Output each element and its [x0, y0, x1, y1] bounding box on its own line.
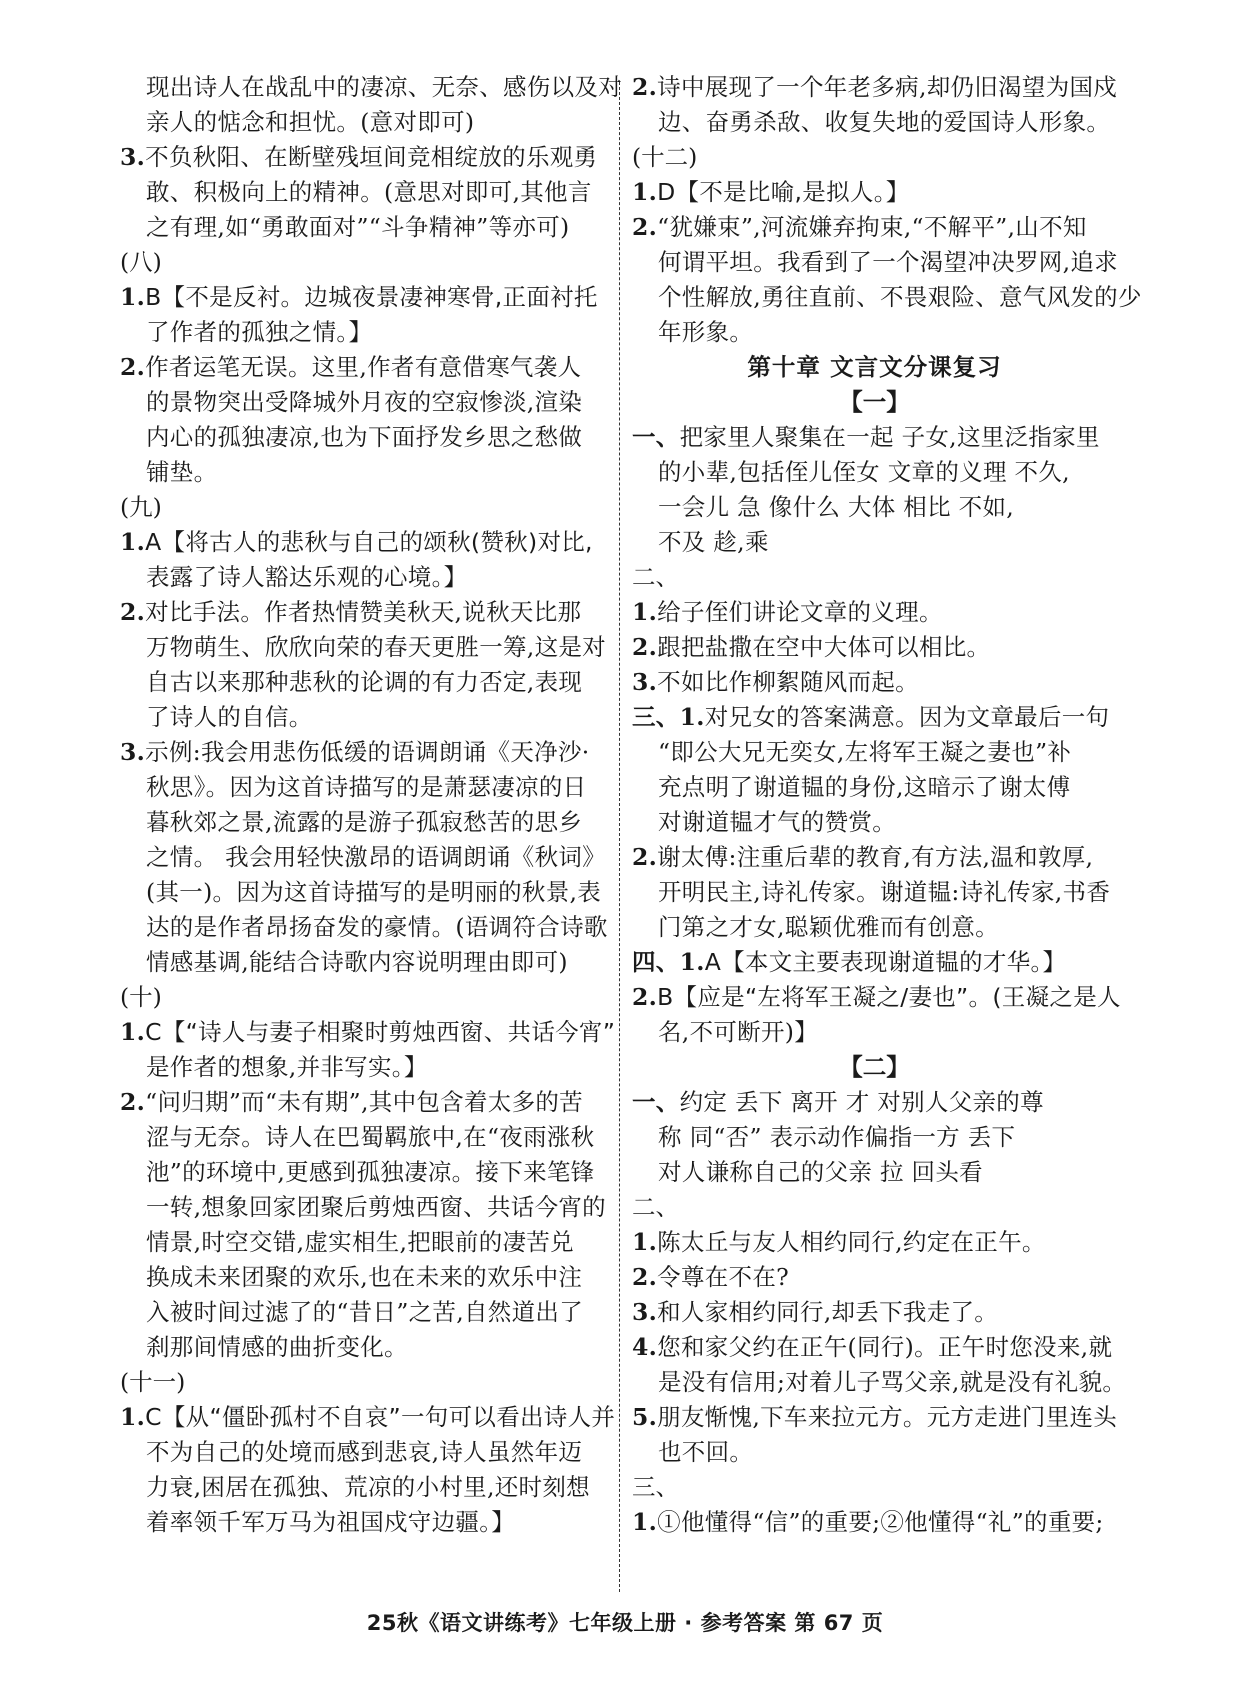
answer-continuation: 不为自己的处境而感到悲哀,诗人虽然年迈 — [146, 1438, 583, 1466]
item-text: “问归期”而“未有期”,其中包含着太多的苦 — [145, 1088, 583, 1116]
answer-continuation: 现出诗人在战乱中的凄凉、无奈、感伤以及对 — [146, 73, 622, 101]
answer-item — [632, 175, 1117, 210]
answer-item — [632, 1330, 1117, 1365]
item-text: C【“诗人与妻子相聚时剪烛西窗、共话今宵” — [145, 1018, 616, 1046]
answer-item — [632, 1260, 1117, 1295]
answer-continuation: 的景物突出受降城外月夜的空寂惨淡,渲染 — [146, 388, 583, 416]
answer-item — [632, 665, 1117, 700]
item-number: 1. — [120, 1018, 146, 1046]
answer-item — [632, 1505, 1117, 1540]
item-number: 1. — [632, 598, 658, 626]
item-text: 把家里人聚集在一起 子女,这里泛指家里 — [679, 423, 1100, 451]
answer-continuation: 入被时间过滤了的“昔日”之苦,自然道出了 — [146, 1298, 583, 1326]
item-number: 2. — [120, 1088, 146, 1116]
answer-continuation: 何谓平坦。我看到了一个渴望冲决罗网,追求 — [658, 248, 1118, 276]
item-text: D【不是比喻,是拟人。】 — [657, 178, 910, 206]
lesson-heading: 【一】 — [839, 388, 910, 416]
answer-item — [632, 980, 1121, 1015]
answer-item — [120, 735, 605, 770]
item-number: 2. — [632, 1263, 658, 1291]
section-heading: (八) — [120, 248, 162, 276]
answer-continuation: 换成未来团聚的欢乐,也在未来的欢乐中注 — [146, 1263, 583, 1291]
lesson-heading: 【二】 — [839, 1053, 910, 1081]
answer-item — [632, 1295, 1117, 1330]
answer-continuation: 不及 趁,乘 — [658, 528, 769, 556]
answer-continuation: 年形象。 — [658, 318, 754, 346]
answer-item — [632, 840, 1117, 875]
section-heading: (十) — [120, 983, 162, 1011]
answer-continuation: 内心的孤独凄凉,也为下面抒发乡思之愁做 — [146, 423, 583, 451]
item-number: 2. — [120, 353, 146, 381]
item-text: 约定 丢下 离开 才 对别人父亲的尊 — [679, 1088, 1044, 1116]
item-text: 对兄女的答案满意。因为文章最后一句 — [704, 703, 1110, 731]
item-text: 不如比作柳絮随风而起。 — [657, 668, 919, 696]
item-number: 2. — [632, 983, 658, 1011]
answer-item — [632, 595, 1117, 630]
answer-continuation: 对谢道韫才气的赞赏。 — [658, 808, 896, 836]
answer-continuation: 之情。 我会用轻快激昂的语调朗诵《秋词》 — [146, 843, 606, 871]
item-text: 不负秋阳、在断壁残垣间竞相绽放的乐观勇 — [145, 143, 598, 171]
item-text: 示例:我会用悲伤低缓的语调朗诵《天净沙· — [145, 738, 590, 766]
item-number: 1. — [120, 528, 146, 556]
item-number: 5. — [632, 1403, 658, 1431]
answer-item — [120, 1015, 616, 1050]
answer-continuation: 池”的环境中,更感到孤独凄凉。接下来笔锋 — [146, 1158, 595, 1186]
answer-continuation: 的小辈,包括侄儿侄女 文章的义理 不久, — [658, 458, 1070, 486]
answer-continuation: 名,不可断开)】 — [658, 1018, 819, 1046]
answer-item — [632, 1225, 1117, 1260]
answer-continuation: 也不回。 — [658, 1438, 754, 1466]
item-text: B【不是反衬。边城夜景凄神寒骨,正面衬托 — [145, 283, 598, 311]
answer-continuation: 着率领千军万马为祖国戍守边疆。】 — [146, 1508, 516, 1536]
page-footer: 25秋《语文讲练考》七年级上册 · 参考答案 第 67 页 — [366, 1611, 884, 1635]
answer-continuation: 是作者的想象,并非写实。】 — [146, 1053, 428, 1081]
answer-continuation: 边、奋勇杀敌、收复失地的爱国诗人形象。 — [658, 108, 1111, 136]
item-text: 诗中展现了一个年老多病,却仍旧渴望为国戍 — [657, 73, 1118, 101]
answer-continuation: 门第之才女,聪颖优雅而有创意。 — [658, 913, 999, 941]
answer-item — [120, 595, 605, 630]
answer-item — [632, 420, 1117, 455]
answer-item — [632, 1400, 1117, 1435]
item-number: 2. — [632, 843, 658, 871]
item-number: 1. — [120, 1403, 146, 1431]
answer-continuation: 暮秋郊之景,流露的是游子孤寂愁苦的思乡 — [146, 808, 583, 836]
answer-item — [120, 350, 605, 385]
answer-item — [120, 140, 605, 175]
answer-continuation: 了诗人的自信。 — [146, 703, 313, 731]
item-number: 3. — [120, 738, 146, 766]
answer-continuation: 对人谦称自己的父亲 拉 回头看 — [658, 1158, 983, 1186]
answer-item — [632, 1085, 1117, 1120]
section-heading: 三、 — [632, 1473, 679, 1501]
item-number: 1. — [632, 1508, 658, 1536]
item-number: 3. — [632, 1298, 658, 1326]
item-text: 朋友惭愧,下车来拉元方。元方走进门里连头 — [657, 1403, 1118, 1431]
answer-continuation: 个性解放,勇往直前、不畏艰险、意气风发的少 — [658, 283, 1142, 311]
item-text: A【本文主要表现谢道韫的才华。】 — [704, 948, 1067, 976]
answer-continuation: 之有理,如“勇敢面对”“斗争精神”等亦可) — [146, 213, 570, 241]
answer-continuation: 是没有信用;对着儿子骂父亲,就是没有礼貌。 — [658, 1368, 1127, 1396]
answer-continuation: 一会儿 急 像什么 大体 相比 不如, — [658, 493, 1015, 521]
item-number: 一、 — [632, 423, 680, 451]
answer-item — [632, 70, 1117, 105]
column-divider — [619, 82, 620, 1592]
answer-continuation: 涩与无奈。诗人在巴蜀羁旅中,在“夜雨涨秋 — [146, 1123, 595, 1151]
item-number: 2. — [632, 633, 658, 661]
answer-continuation: 情感基调,能结合诗歌内容说明理由即可) — [146, 948, 568, 976]
item-number: 一、 — [632, 1088, 680, 1116]
right-column — [632, 70, 1142, 1540]
answer-continuation: 刹那间情感的曲折变化。 — [146, 1333, 408, 1361]
item-number: 1. — [632, 1228, 658, 1256]
left-column — [120, 70, 622, 1540]
answer-continuation: (其一)。因为这首诗描写的是明丽的秋景,表 — [146, 878, 602, 906]
answer-continuation: 了作者的孤独之情。】 — [146, 318, 373, 346]
section-heading: 二、 — [632, 1193, 679, 1221]
answer-continuation: 充点明了谢道韫的身份,这暗示了谢太傅 — [658, 773, 1071, 801]
item-number: 2. — [632, 73, 658, 101]
item-number: 2. — [120, 598, 146, 626]
answer-continuation: 万物萌生、欣欣向荣的春天更胜一筹,这是对 — [146, 633, 606, 661]
answer-continuation: 一转,想象回家团聚后剪烛西窗、共话今宵的 — [146, 1193, 606, 1221]
answer-continuation: 称 同“否” 表示动作偏指一方 丢下 — [658, 1123, 1016, 1151]
chapter-title: 第十章 文言文分课复习 — [747, 353, 1002, 381]
answer-continuation: 自古以来那种悲秋的论调的有力否定,表现 — [146, 668, 583, 696]
answer-continuation: 力衰,困居在孤独、荒凉的小村里,还时刻想 — [146, 1473, 590, 1501]
item-text: 谢太傅:注重后辈的教育,有方法,温和敦厚, — [657, 843, 1094, 871]
item-text: C【从“僵卧孤村不自哀”一句可以看出诗人并 — [145, 1403, 616, 1431]
item-text: 和人家相约同行,却丢下我走了。 — [657, 1298, 999, 1326]
item-text: B【应是“左将军王凝之/妻也”。(王凝之是人 — [657, 983, 1121, 1011]
item-number: 四、1. — [632, 948, 705, 976]
item-number: 1. — [120, 283, 146, 311]
answer-item — [120, 1085, 605, 1120]
item-number: 三、1. — [632, 703, 705, 731]
answer-continuation: 表露了诗人豁达乐观的心境。】 — [146, 563, 468, 591]
item-number: 3. — [632, 668, 658, 696]
item-text: 您和家父约在正午(同行)。正午时您没来,就 — [657, 1333, 1113, 1361]
answer-continuation: 秋思》。因为这首诗描写的是萧瑟凄凉的日 — [146, 773, 587, 801]
answer-continuation: 敢、积极向上的精神。(意思对即可,其他言 — [146, 178, 592, 206]
answer-continuation: “即公大兄无奕女,左将军王凝之妻也”补 — [658, 738, 1072, 766]
answer-continuation: 情景,时空交错,虚实相生,把眼前的凄苦兑 — [146, 1228, 574, 1256]
answer-continuation: 开明民主,诗礼传家。谢道韫:诗礼传家,书香 — [658, 878, 1111, 906]
item-text: 给子侄们讲论文章的义理。 — [657, 598, 943, 626]
item-number: 4. — [632, 1333, 658, 1361]
item-text: 对比手法。作者热情赞美秋天,说秋天比那 — [145, 598, 582, 626]
item-number: 2. — [632, 213, 658, 241]
answer-item — [120, 1400, 616, 1435]
item-text: ①他懂得“信”的重要;②他懂得“礼”的重要; — [657, 1508, 1104, 1536]
section-heading: (十一) — [120, 1368, 186, 1396]
answer-item — [120, 280, 605, 315]
item-number: 3. — [120, 143, 146, 171]
answer-item — [120, 525, 605, 560]
item-text: 陈太丘与友人相约同行,约定在正午。 — [657, 1228, 1046, 1256]
answer-continuation: 铺垫。 — [146, 458, 218, 486]
answer-item — [632, 945, 1117, 980]
item-number: 1. — [632, 178, 658, 206]
section-heading: (九) — [120, 493, 162, 521]
section-heading: (十二) — [632, 143, 698, 171]
answer-continuation: 亲人的惦念和担忧。(意对即可) — [146, 108, 475, 136]
answer-continuation: 达的是作者昂扬奋发的豪情。(语调符合诗歌 — [146, 913, 608, 941]
item-text: A【将古人的悲秋与自己的颂秋(赞秋)对比, — [145, 528, 593, 556]
section-heading: 二、 — [632, 563, 679, 591]
item-text: 作者运笔无误。这里,作者有意借寒气袭人 — [145, 353, 582, 381]
answer-item — [632, 630, 1117, 665]
answer-item — [632, 700, 1117, 735]
item-text: 令尊在不在? — [657, 1263, 790, 1291]
item-text: “犹嫌束”,河流嫌弃拘束,“不解平”,山不知 — [657, 213, 1087, 241]
answer-item — [632, 210, 1117, 245]
item-text: 跟把盐撒在空中大体可以相比。 — [657, 633, 991, 661]
